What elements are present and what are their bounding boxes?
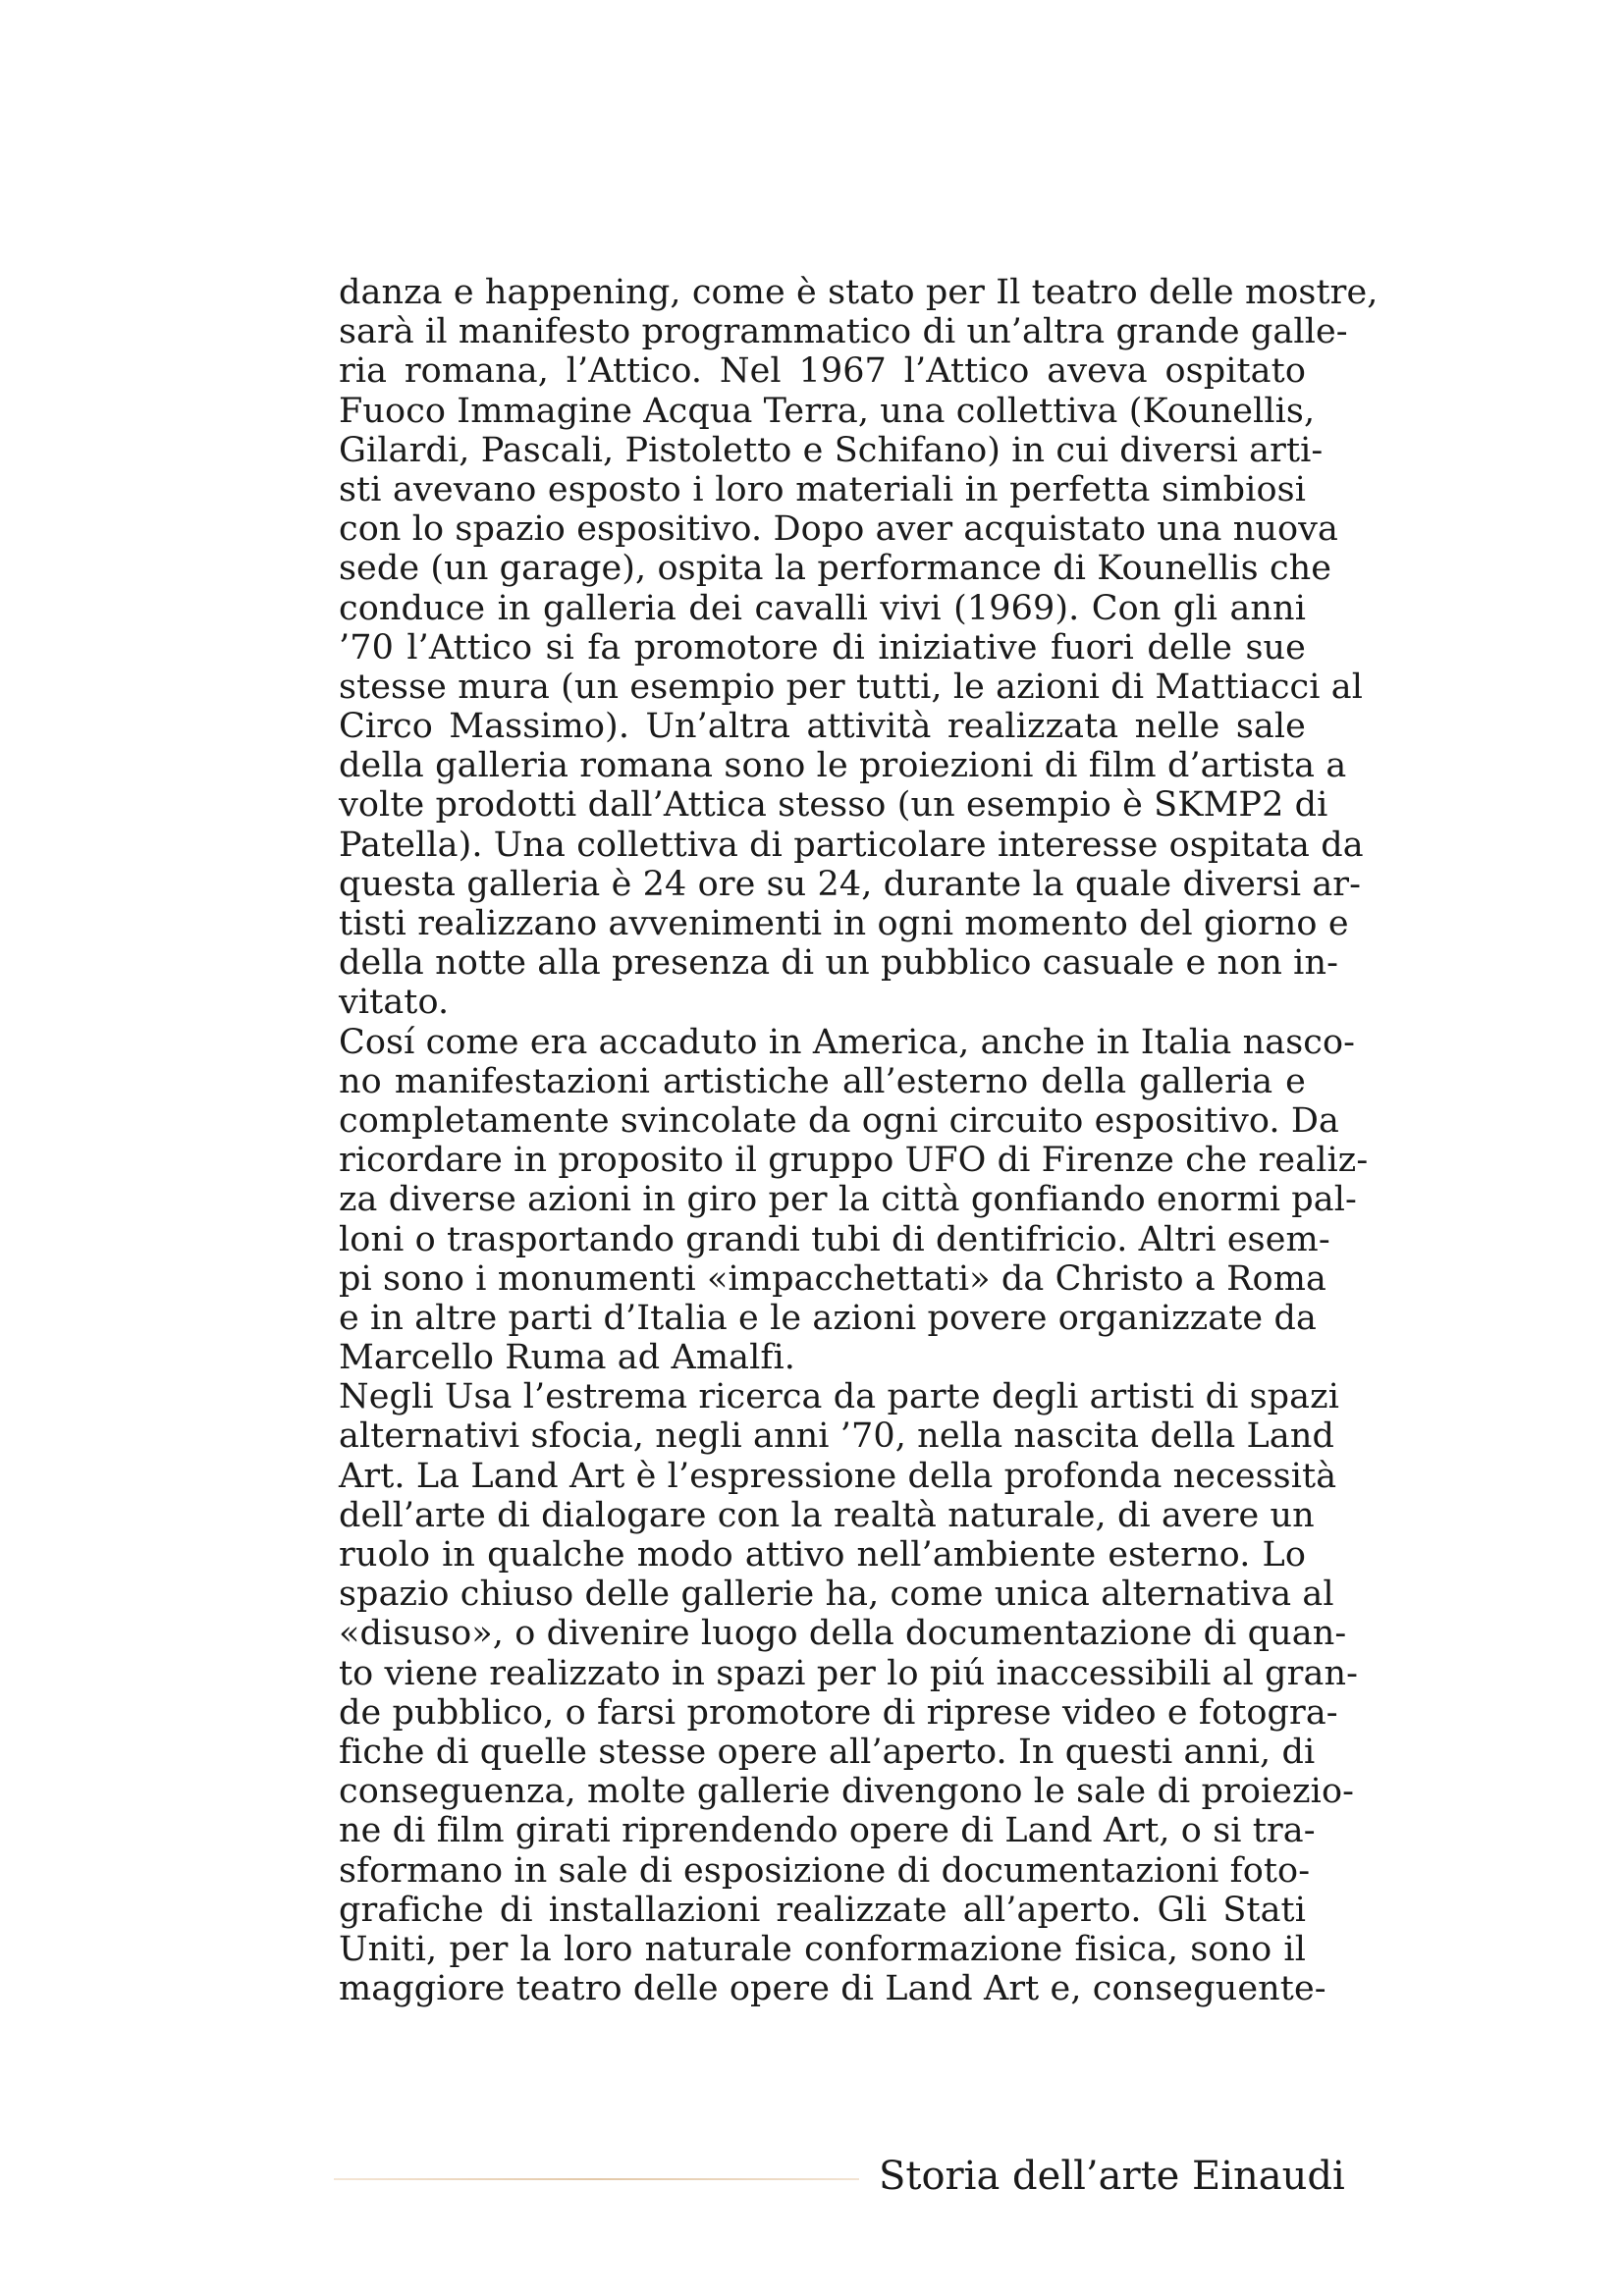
text-line: ria romana, l’Attico. Nel 1967 l’Attico aveva ospitato <box>339 351 1306 392</box>
text-line: Circo Massimo). Un’altra attività realizzata nelle sale <box>339 707 1306 747</box>
text-line: conseguenza, molte gallerie divengono le sale di proiezio- <box>339 1772 1355 1812</box>
text-line: e in altre parti d’Italia e le azioni povere organizzate da <box>339 1298 1317 1338</box>
text-line: loni o trasportando grandi tubi di dentifricio. Altri esem- <box>339 1219 1330 1259</box>
text-line: stesse mura (un esempio per tutti, le azioni di Mattiacci al <box>339 667 1364 707</box>
text-line: Fuoco Immagine Acqua Terra, una collettiva (Kounellis, <box>339 391 1316 431</box>
text-line: Patella). Una collettiva di particolare interesse ospitata da <box>339 825 1364 865</box>
text-line: Art. La Land Art è l’espressione della profonda necessità <box>339 1456 1337 1496</box>
text-line: to viene realizzato in spazi per lo piú inaccessibili al gran- <box>339 1653 1359 1693</box>
text-line: volte prodotti dall’Attica stesso (un esempio è SKMP2 di <box>339 785 1328 826</box>
text-line: danza e happening, come è stato per Il teatro delle mostre, <box>339 273 1379 312</box>
text-line: sformano in sale di esposizione di documentazioni foto- <box>339 1850 1311 1891</box>
text-line: con lo spazio espositivo. Dopo aver acquistato una nuova <box>339 509 1339 550</box>
text-line: Gilardi, Pascali, Pistoletto e Schifano) in cui diversi arti- <box>339 430 1324 470</box>
text-line: tisti realizzano avvenimenti in ogni momento del giorno e <box>339 904 1349 943</box>
text-line: «disuso», o divenire luogo della documentazione di quan- <box>339 1614 1347 1654</box>
text-line: ruolo in qualche modo attivo nell’ambiente esterno. Lo <box>339 1535 1306 1575</box>
text-line: spazio chiuso delle gallerie ha, come unica alternativa al <box>339 1575 1334 1615</box>
text-line: pi sono i monumenti «impacchettati» da Christo a Roma <box>339 1258 1326 1299</box>
text-line: alternativi sfocia, negli anni ’70, nella nascita della Land <box>339 1416 1334 1457</box>
text-line: no manifestazioni artistiche all’esterno della galleria e <box>339 1061 1306 1101</box>
text-line: za diverse azioni in giro per la città gonfiando enormi pal- <box>339 1180 1357 1220</box>
text-line: conduce in galleria dei cavalli vivi (1969). Con gli anni <box>339 588 1306 628</box>
text-line: de pubblico, o farsi promotore di riprese video e fotogra- <box>339 1692 1338 1733</box>
text-line: sede (un garage), ospita la performance di Kounellis che <box>339 549 1332 589</box>
text-line: ne di film girati riprendendo opere di Land Art, o si tra- <box>339 1811 1316 1851</box>
text-line: sarà il manifesto programmatico di un’altra grande galle- <box>339 312 1348 352</box>
text-line: dell’arte di dialogare con la realtà naturale, di avere un <box>339 1495 1315 1535</box>
text-line: della galleria romana sono le proiezioni di film d’artista a <box>339 746 1347 786</box>
footer-rule <box>334 2178 859 2180</box>
text-line: Uniti, per la loro naturale conformazione fisica, sono il <box>339 1929 1306 1969</box>
text-line: Negli Usa l’estrema ricerca da parte degli artisti di spazi <box>339 1377 1339 1417</box>
text-line: ricordare in proposito il gruppo UFO di Firenze che realiz- <box>339 1141 1369 1181</box>
text-line: vitato. <box>339 983 450 1023</box>
footer-title: Storia dell’arte Einaudi <box>879 2154 1345 2199</box>
text-line: maggiore teatro delle opere di Land Art e, conseguente- <box>339 1969 1326 2009</box>
text-line: sti avevano esposto i loro materiali in perfetta simbiosi <box>339 469 1306 509</box>
text-line: fiche di quelle stesse opere all’aperto. In questi anni, di <box>339 1732 1316 1772</box>
text-line: Marcello Ruma ad Amalfi. <box>339 1338 796 1378</box>
text-line: Cosí come era accaduto in America, anche in Italia nasco- <box>339 1022 1356 1062</box>
text-line: ’70 l’Attico si fa promotore di iniziative fuori delle sue <box>339 627 1306 667</box>
body-text <box>339 273 1379 2009</box>
text-line: grafiche di installazioni realizzate all’aperto. Gli Stati <box>339 1890 1306 1930</box>
text-line: completamente svincolate da ogni circuito espositivo. Da <box>339 1100 1339 1141</box>
text-line: questa galleria è 24 ore su 24, durante la quale diversi ar- <box>339 864 1362 904</box>
text-line: della notte alla presenza di un pubblico casuale e non in- <box>339 943 1339 984</box>
